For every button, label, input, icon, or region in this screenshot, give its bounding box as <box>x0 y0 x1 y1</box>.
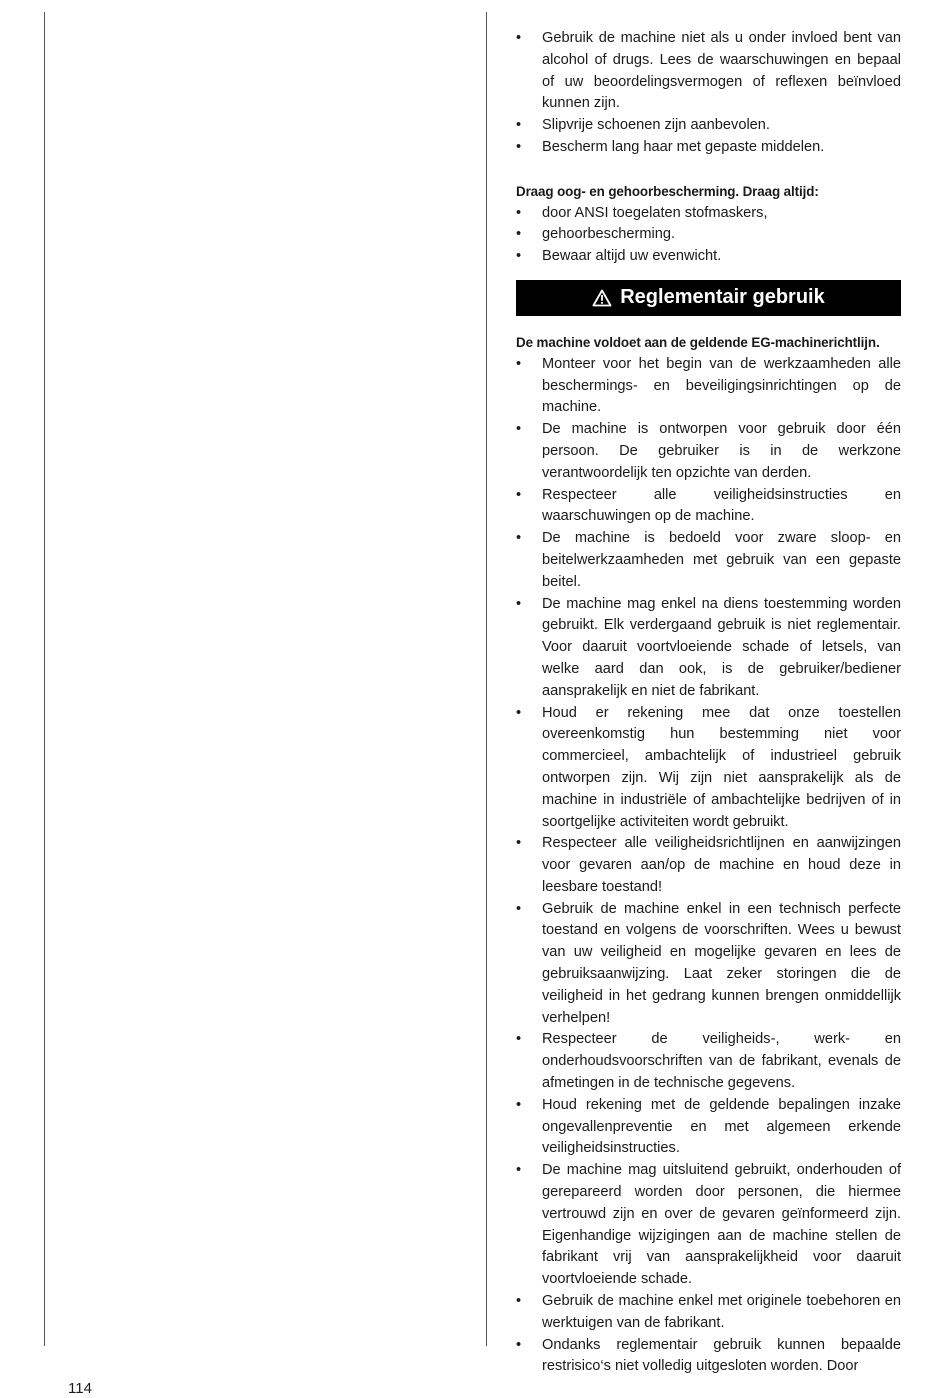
list-item <box>516 137 901 159</box>
list-item-text: Houd er rekening mee dat onze toestellen overeenkomstig hun bestemming niet voor commercieel, ambachtelijk of industrieel gebruik ontworpen zijn. Wij zijn niet aansprakelijk als de machine in industriële of ambachtelijke bedrijven of in soortgelijke activiteiten wordt gebruikt. <box>542 704 901 830</box>
center-column-rule <box>486 12 487 1346</box>
list-item-text: door ANSI toegelaten stofmaskers, <box>542 204 768 221</box>
protection-list <box>516 203 901 268</box>
list-item <box>516 485 901 529</box>
list-item <box>516 1291 901 1335</box>
bullet-marker: • <box>516 1031 522 1048</box>
bullet-marker: • <box>516 138 522 155</box>
left-column-rule <box>44 12 45 1346</box>
list-item-text: De machine mag enkel na diens toestemming worden gebruikt. Elk verdergaand gebruik is niet reglementair. Voor daaruit voortvloeiende schade of letsels, van welke aard dan ook, is de gebruiker/bediener aansprakelijk en niet de fabrikant. <box>542 595 901 699</box>
bullet-marker: • <box>516 1162 522 1179</box>
list-item <box>516 28 901 115</box>
list-item-text: gehoorbescherming. <box>542 226 676 243</box>
list-item <box>516 1095 901 1160</box>
list-item-text: Bescherm lang haar met gepaste middelen. <box>542 138 825 155</box>
list-item-text: Gebruik de machine enkel met originele toebehoren en werktuigen van de fabrikant. <box>542 1293 901 1331</box>
list-item <box>516 1029 901 1094</box>
bullet-marker: • <box>516 900 522 917</box>
list-item-text: Monteer voor het begin van de werkzaamheden alle beschermings- en beveiligingsinrichtingen op de machine. <box>542 355 901 416</box>
list-item-text: Respecteer de veiligheids-, werk- en onderhoudsvoorschriften van de fabrikant, evenals de afmetingen in de technische gegevens. <box>542 1031 901 1092</box>
bullet-marker: • <box>516 421 522 438</box>
list-item <box>516 115 901 137</box>
bullet-marker: • <box>516 1293 522 1310</box>
bullet-marker: • <box>516 530 522 547</box>
page-number: 114 <box>68 1380 92 1397</box>
bullet-marker: • <box>516 204 522 221</box>
bullet-marker: • <box>516 226 522 243</box>
bullet-marker: • <box>516 486 522 503</box>
list-item <box>516 246 901 268</box>
list-item-text: Gebruik de machine niet als u onder invloed bent van alcohol of drugs. Lees de waarschuwingen en bepaal of uw beoordelingsvermogen of reflexen beïnvloed kunnen zijn. <box>542 30 901 112</box>
bullet-marker: • <box>516 704 522 721</box>
bullet-marker: • <box>516 355 522 372</box>
protection-heading: Draag oog- en gehoorbescherming. Draag altijd: <box>516 183 819 199</box>
list-item <box>516 419 901 484</box>
list-item <box>516 594 901 703</box>
list-item-text: Slipvrije schoenen zijn aanbevolen. <box>542 117 770 134</box>
list-item <box>516 224 901 246</box>
list-item-text: De machine is bedoeld voor zware sloop- en beitelwerkzaamheden met gebruik van een gepaste beitel. <box>542 530 901 590</box>
list-item <box>516 1160 901 1291</box>
list-item-text: Gebruik de machine enkel in een technisch perfecte toestand en volgens de voorschriften. Wees u bewust van uw veiligheid en mogelijke gevaren en lees de gebruiksaanwijzing. Laat zeker storingen die de veiligheid in het gedrang kunnen brengen onmiddellijk verhelpen! <box>542 900 901 1026</box>
list-item <box>516 528 901 593</box>
bullet-marker: • <box>516 30 522 46</box>
bullet-marker: • <box>516 1096 522 1113</box>
bullet-marker: • <box>516 117 522 134</box>
usage-list <box>516 354 901 1378</box>
bullet-marker: • <box>516 1336 522 1353</box>
list-item <box>516 833 901 898</box>
bullet-marker: • <box>516 835 522 852</box>
list-item-text: Ondanks reglementair gebruik kunnen bepaalde restrisico‘s niet volledig uitgesloten worden. Door <box>542 1336 901 1375</box>
warning-triangle-icon <box>592 289 612 307</box>
bullet-marker: • <box>516 248 522 265</box>
section-title: Reglementair gebruik <box>620 286 825 309</box>
list-item <box>516 1335 901 1379</box>
right-column <box>516 28 901 1378</box>
section-banner <box>516 280 901 316</box>
list-item <box>516 899 901 1030</box>
usage-heading: De machine voldoet aan de geldende EG-machinerichtlijn. <box>516 334 880 350</box>
list-item-text: Houd rekening met de geldende bepalingen inzake ongevallenpreventie en met algemeen erkende veiligheidsinstructies. <box>542 1096 901 1157</box>
behavior-list <box>516 28 901 159</box>
list-item <box>516 354 901 419</box>
list-item <box>516 703 901 834</box>
list-item-text: Respecteer alle veiligheidsinstructies en waarschuwingen op de machine. <box>542 486 901 525</box>
list-item-text: Bewaar altijd uw evenwicht. <box>542 248 722 265</box>
list-item-text: De machine is ontworpen voor gebruik door één persoon. De gebruiker is in de werkzone verantwoordelijk ten opzichte van derden. <box>542 421 901 481</box>
list-item-text: De machine mag uitsluitend gebruikt, onderhouden of gerepareerd worden door personen, die hiermee vertrouwd zijn en over de gevaren geïnformeerd zijn. Eigenhandige wijzigingen aan de machine stellen de fabrikant vrij van aansprakelijkheid voor daaruit voortvloeiende schade. <box>542 1162 901 1288</box>
bullet-marker: • <box>516 595 522 612</box>
list-item-text: Respecteer alle veiligheidsrichtlijnen en aanwijzingen voor gevaren aan/op de machine en houd deze in leesbare toestand! <box>542 835 901 895</box>
list-item <box>516 203 901 225</box>
